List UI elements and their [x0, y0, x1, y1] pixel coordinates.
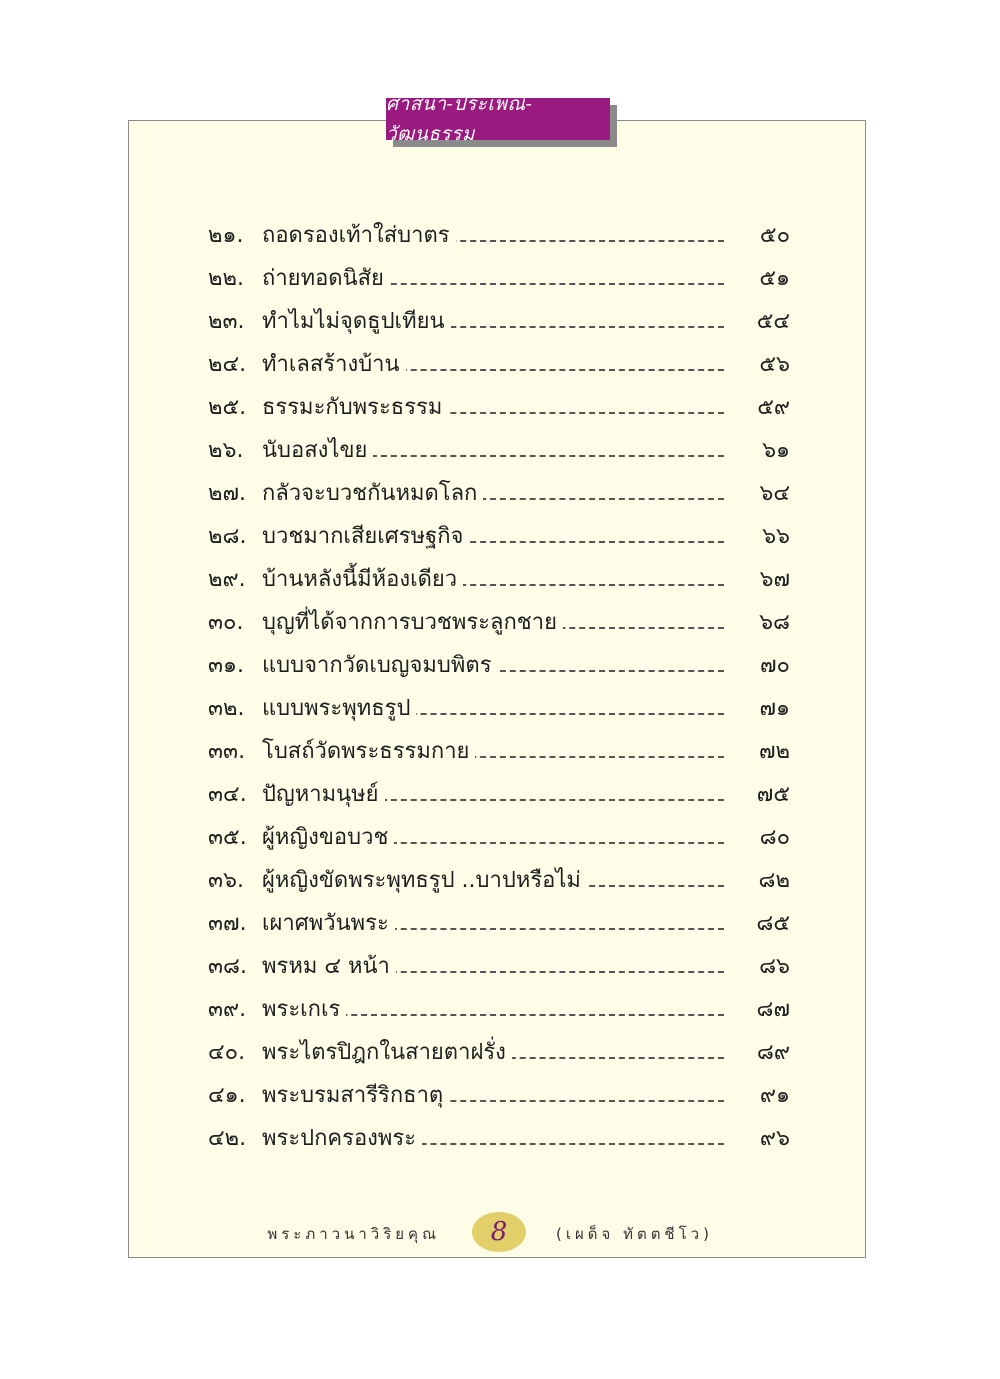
toc-entry [0, 216, 1000, 256]
toc-entry-number: ๓๔. [208, 782, 247, 807]
toc-entry-number: ๒๖. [208, 438, 244, 463]
toc-entry-number: ๔๑. [208, 1083, 246, 1108]
toc-entry-title-line [262, 861, 724, 901]
toc-entry [0, 560, 1000, 600]
page-number-badge: 8 [472, 1212, 526, 1252]
toc-entry-number: ๒๕. [208, 395, 247, 420]
toc-entry-title-line [262, 1033, 724, 1073]
toc-entry [0, 775, 1000, 815]
toc-entry-page: ๖๔ [759, 481, 790, 506]
toc-entry [0, 947, 1000, 987]
toc-entry-title: ทำเลสร้างบ้าน [262, 352, 406, 377]
toc-entry [0, 259, 1000, 299]
toc-entry-title: ธรรมะกับพระธรรม [262, 395, 448, 420]
toc-entry-title: พระปกครองพระ [262, 1126, 422, 1151]
toc-entry-title: ถ่ายทอดนิสัย [262, 266, 390, 291]
toc-entry-title-line [262, 388, 724, 428]
toc-entry [0, 474, 1000, 514]
toc-entry-title-line [262, 1119, 724, 1159]
toc-entry-number: ๔๒. [208, 1126, 247, 1151]
toc-entry-number: ๓๑. [208, 653, 244, 678]
toc-entry-title: บ้านหลังนี้มีห้องเดียว [262, 567, 463, 592]
toc-entry-title: โบสถ์วัดพระธรรมกาย [262, 739, 475, 764]
toc-entry-title: ทำไมไม่จุดธูปเทียน [262, 309, 451, 334]
toc-entry-number: ๓๘. [208, 954, 248, 979]
toc-entry-title: บวชมากเสียเศรษฐกิจ [262, 524, 469, 549]
toc-entry-title: พระเกเร [262, 997, 346, 1022]
toc-entry-page: ๗๐ [760, 653, 790, 678]
toc-entry-page: ๖๖ [762, 524, 790, 549]
toc-entry-title-line [262, 1076, 724, 1116]
toc-entry [0, 861, 1000, 901]
toc-entry-title: พระบรมสารีริกธาตุ [262, 1083, 449, 1108]
toc-entry-number: ๒๒. [208, 266, 244, 291]
toc-entry-number: ๓๖. [208, 868, 244, 893]
toc-entry [0, 603, 1000, 643]
toc-entry-title: แบบพระพุทธรูป [262, 696, 416, 721]
toc-entry-title: พระไตรปิฎกในสายตาฝรั่ง [262, 1040, 512, 1065]
toc-entry-title-line [262, 431, 724, 471]
toc-entry-title-line [262, 775, 724, 815]
toc-entry [0, 732, 1000, 772]
toc-entry-title: กลัวจะบวชกันหมดโลก [262, 481, 483, 506]
toc-entry-title-line [262, 646, 724, 686]
toc-entry-title-line [262, 259, 724, 299]
toc-entry-title-line [262, 216, 724, 256]
toc-entry-page: ๗๕ [756, 782, 790, 807]
footer-author: พระภาวนาวิริยคุณ [267, 1225, 440, 1243]
toc-entry-number: ๓๕. [208, 825, 247, 850]
toc-entry-title-line [262, 302, 724, 342]
toc-entry-page: ๕๑ [759, 266, 790, 291]
toc-entry-title: ผู้หญิงขัดพระพุทธรูป ..บาปหรือไม่ [262, 868, 587, 893]
toc-entry-title: พรหม ๔ หน้า [262, 954, 396, 979]
toc-entry-page: ๘๗ [756, 997, 790, 1022]
toc-entry-page: ๙๑ [759, 1083, 790, 1108]
toc-entry-page: ๖๘ [759, 610, 790, 635]
toc-entry-title-line [262, 990, 724, 1030]
toc-entry-number: ๔๐. [208, 1040, 246, 1065]
toc-entry-number: ๓๓. [208, 739, 246, 764]
toc-entry [0, 689, 1000, 729]
toc-entry [0, 302, 1000, 342]
toc-entry [0, 818, 1000, 858]
toc-entry-title-line [262, 517, 724, 557]
toc-entry-number: ๒๔. [208, 352, 247, 377]
toc-entry-title: ผู้หญิงขอบวช [262, 825, 394, 850]
toc-entry-page: ๙๖ [759, 1126, 790, 1151]
toc-entry-number: ๒๗. [208, 481, 247, 506]
toc-entry-title-line [262, 345, 724, 385]
toc-entry-title-line [262, 732, 724, 772]
toc-entry-title-line [262, 947, 724, 987]
toc-entry-page: ๕๖ [759, 352, 790, 377]
footer [0, 1210, 1000, 1254]
toc-entry-title-line [262, 603, 724, 643]
toc-entry-number: ๓๙. [208, 997, 247, 1022]
toc-entry-title-line [262, 689, 724, 729]
toc-entry-page: ๘๖ [759, 954, 790, 979]
toc-entry [0, 904, 1000, 944]
toc-entry-page: ๖๑ [762, 438, 790, 463]
toc-entry-page: ๖๗ [759, 567, 790, 592]
toc-entry-title-line [262, 560, 724, 600]
section-header: ศาสนา-ประเพณี-วัฒนธรรม [386, 98, 610, 140]
toc-entry-title: บุญที่ได้จากการบวชพระลูกชาย [262, 610, 563, 635]
toc-entry-number: ๒๙. [208, 567, 246, 592]
toc-entry [0, 1033, 1000, 1073]
toc-entry-title: เผาศพวันพระ [262, 911, 395, 936]
toc-entry-title-line [262, 818, 724, 858]
toc-entry [0, 345, 1000, 385]
toc-entry [0, 1119, 1000, 1159]
toc-entry-page: ๗๒ [758, 739, 790, 764]
toc-entry-page: ๘๒ [758, 868, 790, 893]
toc-entry-title: นับอสงไขย [262, 438, 373, 463]
footer-subtitle: (เผด็จ ทัตตชีโว) [556, 1225, 713, 1243]
toc-entry-title: แบบจากวัดเบญจมบพิตร [262, 653, 498, 678]
toc-entry-number: ๓๗. [208, 911, 247, 936]
toc-entry-page: ๘๕ [756, 911, 790, 936]
toc-entry-title-line [262, 904, 724, 944]
toc-entry-number: ๓๐. [208, 610, 244, 635]
toc-entry-number: ๒๘. [208, 524, 247, 549]
toc-entry-page: ๗๑ [759, 696, 790, 721]
toc-entry [0, 388, 1000, 428]
toc-entry-title-line [262, 474, 724, 514]
toc-entry-number: ๒๓. [208, 309, 245, 334]
toc-entry-page: ๕๔ [756, 309, 790, 334]
toc-entry-title: ปัญหามนุษย์ [262, 782, 385, 807]
toc-entry-page: ๘๙ [756, 1040, 790, 1065]
toc-entry-title: ถอดรองเท้าใส่บาตร [262, 223, 456, 248]
toc-entry-page: ๘๐ [759, 825, 790, 850]
toc-entry-page: ๕๐ [759, 223, 790, 248]
toc-entry-number: ๓๒. [208, 696, 245, 721]
toc-entry-number: ๒๑. [208, 223, 244, 248]
toc-entry [0, 517, 1000, 557]
toc-entry [0, 990, 1000, 1030]
toc-entry-page: ๕๙ [757, 395, 790, 420]
toc-entry [0, 646, 1000, 686]
toc-entry [0, 1076, 1000, 1116]
toc-entry [0, 431, 1000, 471]
